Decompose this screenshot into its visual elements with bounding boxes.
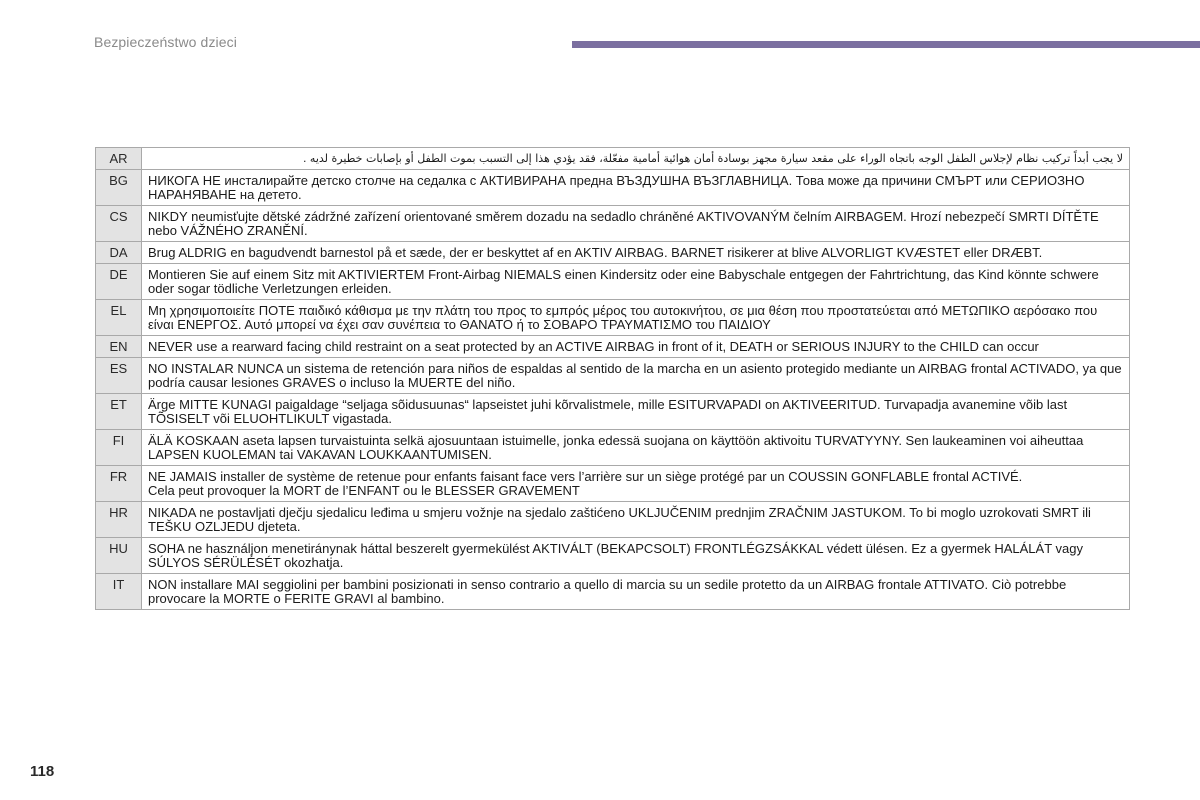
language-code: HR [96, 502, 142, 538]
warning-row-hu [96, 538, 1130, 574]
language-code: DA [96, 242, 142, 264]
warning-text: НИКОГА НЕ инсталирайте детско столче на седалка с АКТИВИРАНА предна ВЪЗДУШНА ВЪЗГЛАВНИЦА. Това може да причини СМЪРТ или СЕРИОЗНО НАРАНЯВАНЕ на детето. [142, 170, 1130, 206]
warning-row-ar [96, 148, 1130, 170]
warning-row-el [96, 300, 1130, 336]
warning-row-et [96, 394, 1130, 430]
header-accent-bar [572, 41, 1200, 48]
warning-text: NO INSTALAR NUNCA un sistema de retención para niños de espaldas al sentido de la marcha en un asiento protegido mediante un AIRBAG frontal ACTIVADO, ya que podría causar lesiones GRAVES o incluso la MUERTE del niño. [142, 358, 1130, 394]
language-code: EN [96, 336, 142, 358]
language-code: IT [96, 574, 142, 610]
warning-text: Μη χρησιμοποιείτε ΠΟΤΕ παιδικό κάθισμα με την πλάτη του προς το εμπρός μέρος του αυτοκινήτου, σε μια θέση που προστατεύεται από ΜΕΤΩΠΙΚΟ αερόσακο που είναι ΕΝΕΡΓΟΣ. Αυτό μπορεί να έχει σαν συνέπεια το ΘΑΝΑΤΟ ή το ΣΟΒΑΡΟ ΤΡΑΥΜΑΤΙΣΜΟ του ΠΑΙΔΙΟΥ [142, 300, 1130, 336]
warning-row-fr [96, 466, 1130, 502]
warning-text: Montieren Sie auf einem Sitz mit AKTIVIERTEM Front-Airbag NIEMALS einen Kindersitz oder eine Babyschale entgegen der Fahrtrichtung, das Kind könnte schwere oder sogar tödliche Verletzungen erleiden. [142, 264, 1130, 300]
warning-row-de [96, 264, 1130, 300]
language-code: ET [96, 394, 142, 430]
page-number: 118 [30, 763, 55, 780]
language-code: AR [96, 148, 142, 170]
warning-row-bg [96, 170, 1130, 206]
language-code: FI [96, 430, 142, 466]
language-code: HU [96, 538, 142, 574]
warning-row-it [96, 574, 1130, 610]
warning-text: NIKADA ne postavljati dječju sjedalicu leđima u smjeru vožnje na sjedalo zaštićeno UKLJUČENIM prednjim ZRAČNIM JASTUKOM. To bi moglo uzrokovati SMRT ili TEŠKU OZLJEDU djeteta. [142, 502, 1130, 538]
warning-row-cs [96, 206, 1130, 242]
warning-rows [96, 148, 1130, 610]
warning-row-es [96, 358, 1130, 394]
language-code: FR [96, 466, 142, 502]
language-code: ES [96, 358, 142, 394]
language-code: DE [96, 264, 142, 300]
warning-row-hr [96, 502, 1130, 538]
warning-row-en [96, 336, 1130, 358]
language-code: BG [96, 170, 142, 206]
warning-text: NE JAMAIS installer de système de retenue pour enfants faisant face vers l’arrière sur un siège protégé par un COUSSIN GONFLABLE frontal ACTIVÉ. Cela peut provoquer la MORT de l’ENFANT ou le BLESSER GRAVEMENT [142, 466, 1130, 502]
warning-text: Ärge MITTE KUNAGI paigaldage “seljaga sõidusuunas“ lapseistet juhi kõrvalistmele, mille ESITURVAPADI on AKTIVEERITUD. Turvapadja avanemine võib last TÕSISELT või ELUOHTLIKULT vigastada. [142, 394, 1130, 430]
warning-text: NON installare MAI seggiolini per bambini posizionati in senso contrario a quello di marcia su un sedile protetto da un AIRBAG frontale ATTIVATO. Ciò potrebbe provocare la MORTE o FERITE GRAVI al bambino. [142, 574, 1130, 610]
warning-text: SOHA ne használjon menetiránynak háttal beszerelt gyermekülést AKTIVÁLT (BEKAPCSOLT) FRONTLÉGZSÁKKAL védett ülésen. Ez a gyermek HALÁLÁT vagy SÚLYOS SÉRÜLÉSÉT okozhatja. [142, 538, 1130, 574]
airbag-warning-table [95, 147, 1130, 610]
warning-text: NEVER use a rearward facing child restraint on a seat protected by an ACTIVE AIRBAG in front of it, DEATH or SERIOUS INJURY to the CHILD can occur [142, 336, 1130, 358]
warning-row-fi [96, 430, 1130, 466]
section-title: Bezpieczeństwo dzieci [94, 34, 237, 50]
warning-text: ÄLÄ KOSKAAN aseta lapsen turvaistuinta selkä ajosuuntaan istuimelle, jonka edessä suojana on käyttöön aktivoitu TURVATYYNY. Sen laukeaminen voi aiheuttaa LAPSEN KUOLEMAN tai VAKAVAN LOUKKAANTUMISEN. [142, 430, 1130, 466]
warning-text: لا يجب أبداً تركيب نظام لإجلاس الطفل الوجه باتجاه الوراء على مقعد سيارة مجهز بوسادة أمان هوائية أمامية مفعّلة، فقد يؤدي هذا إلى التسبب بموت الطفل أو بإصابات خطيرة لديه . [142, 148, 1130, 170]
language-code: CS [96, 206, 142, 242]
language-code: EL [96, 300, 142, 336]
warning-text: NIKDY neumisťujte dětské zádržné zařízení orientované směrem dozadu na sedadlo chráněné AKTIVOVANÝM čelním AIRBAGEM. Hrozí nebezpečí SMRTI DÍTĚTE nebo VÁŽNÉHO ZRANĚNÍ. [142, 206, 1130, 242]
warning-row-da [96, 242, 1130, 264]
warning-text: Brug ALDRIG en bagudvendt barnestol på et sæde, der er beskyttet af en AKTIV AIRBAG. BARNET risikerer at blive ALVORLIGT KVÆSTET eller DRÆBT. [142, 242, 1130, 264]
